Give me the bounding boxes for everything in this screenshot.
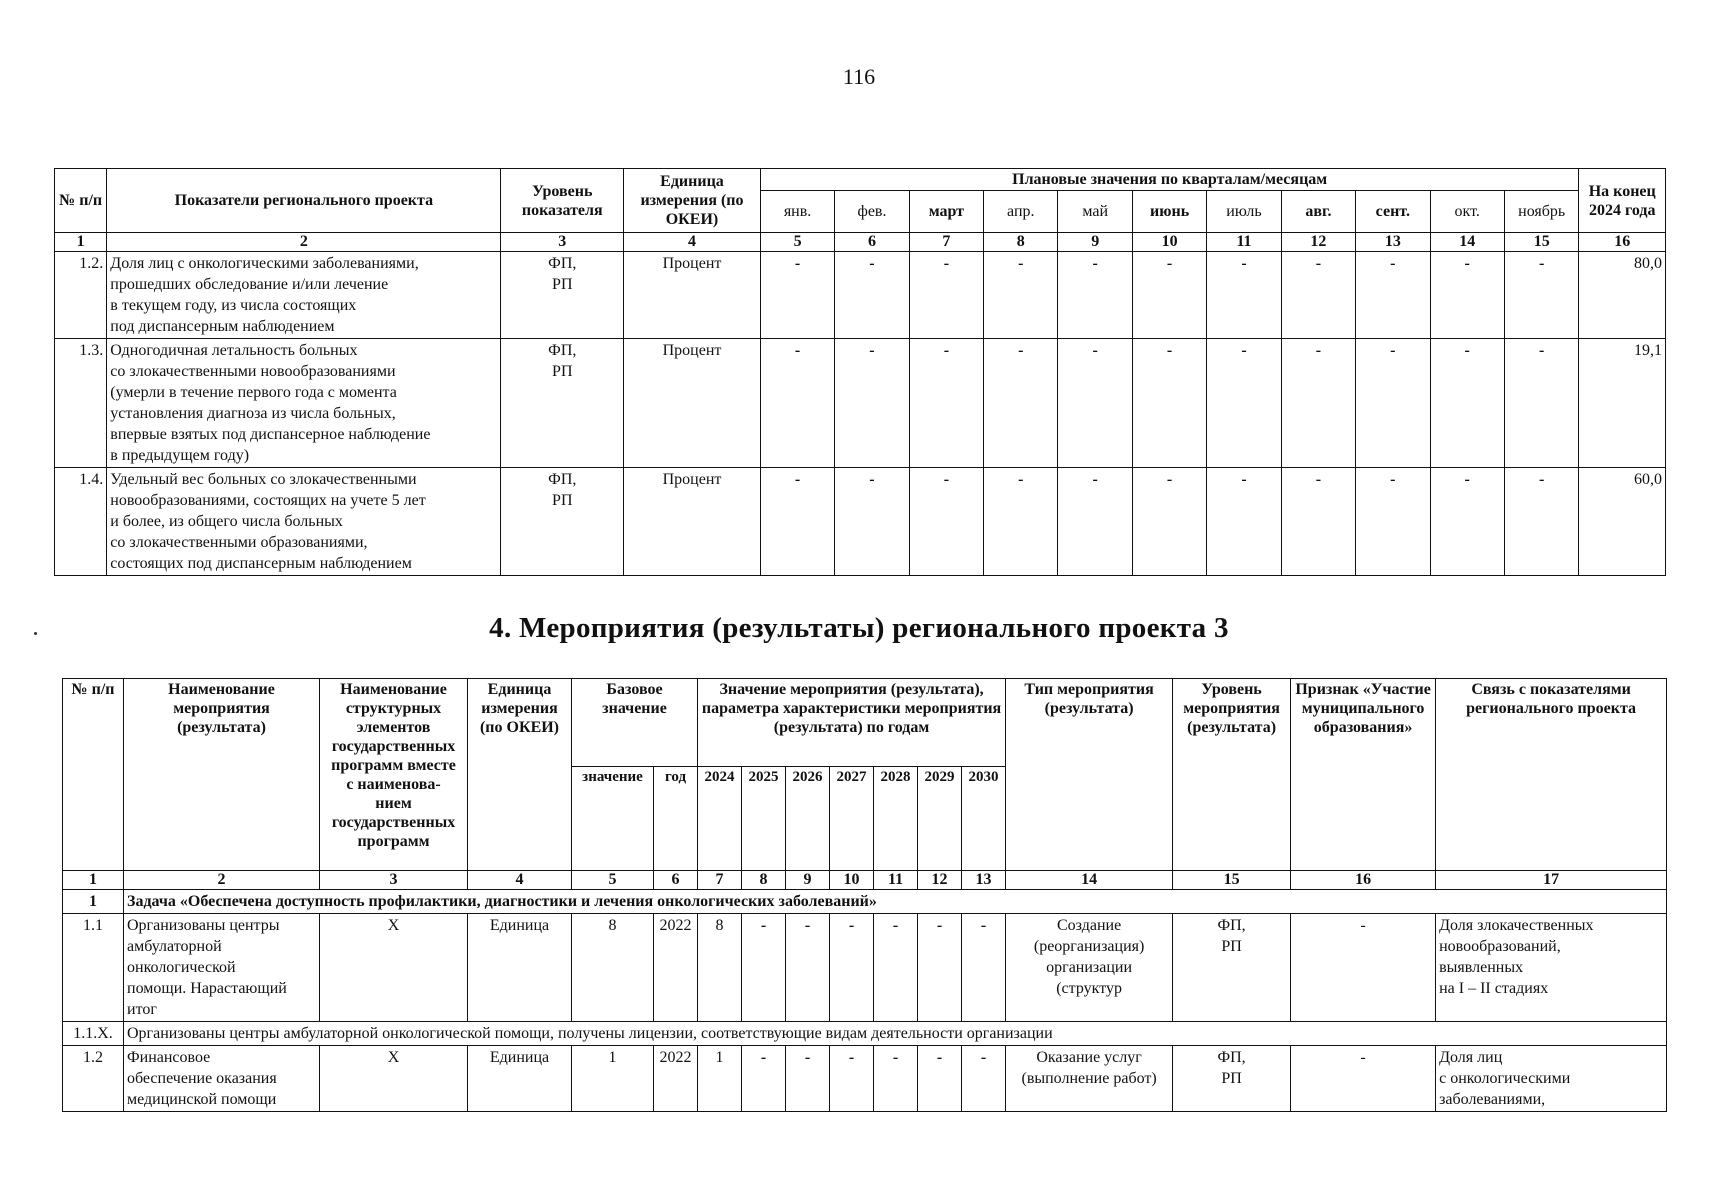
type-line: (структур <box>1056 980 1122 997</box>
end-value: 60,0 <box>1579 468 1666 576</box>
header-base-value: значение <box>572 767 654 871</box>
col-number: 10 <box>830 871 874 890</box>
header-month: май <box>1058 191 1132 233</box>
activity-type <box>1006 914 1173 1022</box>
column-numbers-row <box>63 871 1667 890</box>
municipal-sign: - <box>1291 1046 1436 1112</box>
activity-type <box>1006 1046 1173 1112</box>
header-level: Уровень показателя <box>501 169 624 233</box>
indicator-line: Удельный вес больных со злокачественными <box>110 471 417 488</box>
header-name: Наименование мероприятия (результата) <box>124 679 320 871</box>
month-value: - <box>909 339 983 468</box>
col-number: 15 <box>1504 233 1579 252</box>
header-values: Значение мероприятия (результата), параметра характеристики мероприятия (результата) по годам <box>698 679 1006 767</box>
indicator-line: Одногодичная летальность больных <box>110 342 358 359</box>
month-value: - <box>1281 339 1355 468</box>
header-month: июль <box>1207 191 1281 233</box>
row-num: 1.2 <box>63 1046 124 1112</box>
month-value: - <box>909 252 983 339</box>
indicator-line: со злокачественными новообразованиями <box>110 363 396 380</box>
col-number: 16 <box>1579 233 1666 252</box>
month-value: - <box>1207 468 1281 576</box>
level-line: РП <box>1221 938 1242 955</box>
struct-line: нием <box>375 795 412 812</box>
indicators-table <box>54 168 1666 576</box>
section-title: 4. Мероприятия (результаты) регионального проекта 3 <box>489 612 1229 644</box>
header-num: № п/п <box>63 679 124 871</box>
table-row <box>55 252 1666 339</box>
header-planned: Плановые значения по кварталам/месяцам <box>760 169 1579 191</box>
header-level: Уровень мероприятия (результата) <box>1173 679 1291 871</box>
month-value: - <box>1430 252 1504 339</box>
header-month: окт. <box>1430 191 1504 233</box>
col-number: 14 <box>1430 233 1504 252</box>
activity-level <box>1173 1046 1291 1112</box>
type-line: организации <box>1046 959 1133 976</box>
type-line: Создание <box>1057 917 1122 934</box>
level-line: РП <box>552 363 573 380</box>
indicator-level <box>501 252 624 339</box>
end-value: 19,1 <box>1579 339 1666 468</box>
year-value: - <box>918 1046 962 1112</box>
month-value: - <box>1356 339 1430 468</box>
header-base: Базовое значение <box>572 679 698 767</box>
month-value: - <box>984 339 1058 468</box>
activity-line: Организованы центры <box>127 917 280 934</box>
header-sign: Признак «Участие муниципального образования» <box>1291 679 1436 871</box>
header-year: 2025 <box>742 767 786 871</box>
struct-line: элементов <box>356 719 431 736</box>
link-line: выявленных <box>1439 959 1524 976</box>
col-number: 7 <box>698 871 742 890</box>
level-line: ФП, <box>548 342 577 359</box>
indicator-name <box>107 339 501 468</box>
row-num: 1.1 <box>63 914 124 1022</box>
task-row <box>63 890 1667 914</box>
header-struct <box>320 679 468 871</box>
table-row <box>55 468 1666 576</box>
activity-line: медицинской помощи <box>127 1091 277 1108</box>
month-value: - <box>1058 252 1132 339</box>
header-indicator: Показатели регионального проекта <box>107 169 501 233</box>
month-value: - <box>909 468 983 576</box>
struct-line: государственных <box>331 814 456 831</box>
month-value: - <box>1132 252 1206 339</box>
header-month: фев. <box>835 191 909 233</box>
col-number: 6 <box>835 233 909 252</box>
level-line: ФП, <box>548 471 577 488</box>
header-month: сент. <box>1356 191 1430 233</box>
indicator-link <box>1436 1046 1667 1112</box>
table-row <box>63 914 1667 1022</box>
base-year: 2022 <box>654 914 698 1022</box>
col-number: 12 <box>1281 233 1355 252</box>
struct-line: программ <box>357 833 430 850</box>
month-value: - <box>984 252 1058 339</box>
month-value: - <box>835 468 909 576</box>
link-line: с онкологическими <box>1439 1070 1571 1087</box>
year-value: 1 <box>698 1046 742 1112</box>
level-line: ФП, <box>1217 1049 1246 1066</box>
col-number: 9 <box>786 871 830 890</box>
col-number: 13 <box>962 871 1006 890</box>
header-type: Тип мероприятия (результата) <box>1006 679 1173 871</box>
activity-line: Финансовое <box>127 1049 211 1066</box>
col-number: 16 <box>1291 871 1436 890</box>
year-value: - <box>874 914 918 1022</box>
year-value: - <box>786 1046 830 1112</box>
indicator-name <box>107 252 501 339</box>
col-number: 15 <box>1173 871 1291 890</box>
year-value: - <box>830 1046 874 1112</box>
year-value: - <box>742 1046 786 1112</box>
col-number: 8 <box>984 233 1058 252</box>
year-value: - <box>786 914 830 1022</box>
col-number: 5 <box>760 233 834 252</box>
month-value: - <box>984 468 1058 576</box>
header-unit: Единица измерения (по ОКЕИ) <box>624 169 761 233</box>
header-num: № п/п <box>55 169 107 233</box>
indicator-line: в предыдущем году) <box>110 447 250 464</box>
month-value: - <box>760 252 834 339</box>
month-value: - <box>1058 339 1132 468</box>
month-value: - <box>1430 468 1504 576</box>
activity-name <box>124 914 320 1022</box>
activity-level <box>1173 914 1291 1022</box>
activity-name <box>124 1046 320 1112</box>
year-value: 8 <box>698 914 742 1022</box>
col-number: 10 <box>1132 233 1206 252</box>
table-row <box>55 339 1666 468</box>
link-line: Доля лиц <box>1439 1049 1503 1066</box>
year-value: - <box>918 914 962 1022</box>
level-line: РП <box>552 492 573 509</box>
month-value: - <box>1504 252 1579 339</box>
col-number: 1 <box>63 871 124 890</box>
header-unit: Единица измерения (по ОКЕИ) <box>468 679 572 871</box>
note-row <box>63 1022 1667 1046</box>
header-base-year: год <box>654 767 698 871</box>
row-num: 1.2. <box>55 252 107 339</box>
month-value: - <box>1504 468 1579 576</box>
header-month: ноябрь <box>1504 191 1579 233</box>
header-year: 2024 <box>698 767 742 871</box>
header-month: март <box>909 191 983 233</box>
header-month: июнь <box>1132 191 1206 233</box>
month-value: - <box>760 468 834 576</box>
activity-line: амбулаторной <box>127 938 222 955</box>
col-number: 17 <box>1436 871 1667 890</box>
month-value: - <box>1132 339 1206 468</box>
indicator-unit: Процент <box>624 252 761 339</box>
struct-line: структурных <box>345 700 442 717</box>
link-line: на I – II стадиях <box>1439 980 1549 997</box>
month-value: - <box>1356 252 1430 339</box>
year-value: - <box>742 914 786 1022</box>
activity-line: онкологической <box>127 959 236 976</box>
col-number: 11 <box>1207 233 1281 252</box>
header-year: 2026 <box>786 767 830 871</box>
row-num: 1.4. <box>55 468 107 576</box>
indicator-name <box>107 468 501 576</box>
indicator-level <box>501 468 624 576</box>
struct-line: программ вместе <box>331 757 456 774</box>
month-value: - <box>1207 252 1281 339</box>
header-year: 2027 <box>830 767 874 871</box>
col-number: 12 <box>918 871 962 890</box>
month-value: - <box>1281 468 1355 576</box>
col-number: 3 <box>320 871 468 890</box>
end-value: 80,0 <box>1579 252 1666 339</box>
activity-line: итог <box>127 1001 157 1018</box>
col-number: 13 <box>1356 233 1430 252</box>
header-month: янв. <box>760 191 834 233</box>
month-value: - <box>835 252 909 339</box>
col-number: 1 <box>55 233 107 252</box>
column-numbers-row <box>55 233 1666 252</box>
note-num: 1.1.Х. <box>63 1022 124 1046</box>
month-value: - <box>1281 252 1355 339</box>
level-line: РП <box>1221 1070 1242 1087</box>
indicator-line: (умерли в течение первого года с момента <box>110 384 397 401</box>
activity-line: помощи. Нарастающий <box>127 980 287 997</box>
indicator-line: новообразованиями, состоящих на учете 5 лет <box>110 492 426 509</box>
month-value: - <box>1356 468 1430 576</box>
indicator-line: в текущем году, из числа состоящих <box>110 297 357 314</box>
month-value: - <box>835 339 909 468</box>
indicator-line: установления диагноза из числа больных, <box>110 405 396 422</box>
struct-value: Х <box>320 914 468 1022</box>
indicator-line: прошедших обследование и/или лечение <box>110 276 389 293</box>
struct-line: государственных <box>331 738 456 755</box>
municipal-sign: - <box>1291 914 1436 1022</box>
level-line: ФП, <box>548 255 577 272</box>
col-number: 11 <box>874 871 918 890</box>
table-row <box>63 1046 1667 1112</box>
col-number: 3 <box>501 233 624 252</box>
type-line: (выполнение работ) <box>1021 1070 1157 1087</box>
header-end: На конец 2024 года <box>1579 169 1666 233</box>
col-number: 4 <box>624 233 761 252</box>
header-year: 2028 <box>874 767 918 871</box>
col-number: 2 <box>124 871 320 890</box>
level-line: РП <box>552 276 573 293</box>
base-year: 2022 <box>654 1046 698 1112</box>
indicator-level <box>501 339 624 468</box>
col-number: 5 <box>572 871 654 890</box>
unit-value: Единица <box>468 1046 572 1112</box>
indicator-line: и более, из общего числа больных <box>110 513 343 530</box>
year-value: - <box>874 1046 918 1112</box>
month-value: - <box>1058 468 1132 576</box>
indicator-line: состоящих под диспансерным наблюдением <box>110 555 412 572</box>
header-year: 2029 <box>918 767 962 871</box>
header-month: авг. <box>1281 191 1355 233</box>
link-line: Доля злокачественных <box>1439 917 1594 934</box>
col-number: 4 <box>468 871 572 890</box>
task-num: 1 <box>63 890 124 914</box>
link-line: новообразований, <box>1439 938 1561 955</box>
col-number: 8 <box>742 871 786 890</box>
month-value: - <box>1132 468 1206 576</box>
activity-line: обеспечение оказания <box>127 1070 277 1087</box>
type-line: Оказание услуг <box>1036 1049 1142 1066</box>
page-number: 116 <box>842 64 876 89</box>
base-value: 1 <box>572 1046 654 1112</box>
month-value: - <box>1504 339 1579 468</box>
indicator-link <box>1436 914 1667 1022</box>
task-text: Задача «Обеспечена доступность профилактики, диагностики и лечения онкологических заболеваний» <box>124 890 1667 914</box>
indicator-line: со злокачественными образованиями, <box>110 534 368 551</box>
note-text: Организованы центры амбулаторной онкологической помощи, получены лицензии, соответствующие видам деятельности организации <box>124 1022 1667 1046</box>
indicator-line: Доля лиц с онкологическими заболеваниями, <box>110 255 419 272</box>
activities-table <box>62 678 1667 1112</box>
header-link: Связь с показателями регионального проекта <box>1436 679 1667 871</box>
link-line: заболеваниями, <box>1439 1091 1546 1108</box>
struct-line: Наименование <box>340 681 447 698</box>
col-number: 7 <box>909 233 983 252</box>
month-value: - <box>760 339 834 468</box>
header-month: апр. <box>984 191 1058 233</box>
col-number: 9 <box>1058 233 1132 252</box>
indicator-line: впервые взятых под диспансерное наблюдение <box>110 426 431 443</box>
indicator-unit: Процент <box>624 339 761 468</box>
col-number: 14 <box>1006 871 1173 890</box>
month-value: - <box>1430 339 1504 468</box>
base-value: 8 <box>572 914 654 1022</box>
year-value: - <box>830 914 874 1022</box>
col-number: 2 <box>107 233 501 252</box>
col-number: 6 <box>654 871 698 890</box>
year-value: - <box>962 914 1006 1022</box>
header-year: 2030 <box>962 767 1006 871</box>
month-value: - <box>1207 339 1281 468</box>
type-line: (реорганизация) <box>1033 938 1145 955</box>
year-value: - <box>962 1046 1006 1112</box>
level-line: ФП, <box>1217 917 1246 934</box>
row-num: 1.3. <box>55 339 107 468</box>
indicator-unit: Процент <box>624 468 761 576</box>
struct-value: Х <box>320 1046 468 1112</box>
unit-value: Единица <box>468 914 572 1022</box>
indicator-line: под диспансерным наблюдением <box>110 318 335 335</box>
struct-line: с наименова- <box>346 776 441 793</box>
